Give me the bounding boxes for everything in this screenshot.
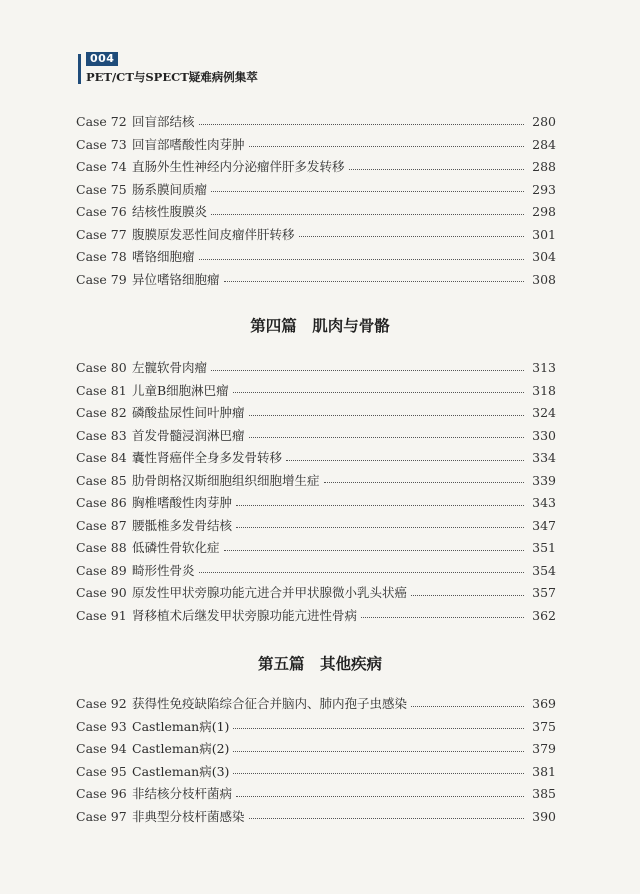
case-title: 胸椎嗜酸性肉芽肿 xyxy=(132,495,233,510)
page-reference: 357 xyxy=(532,585,556,600)
case-title: Castleman病(3) xyxy=(132,763,230,779)
case-title: 回盲部嗜酸性肉芽肿 xyxy=(132,136,245,152)
dot-leader xyxy=(224,281,524,282)
case-title: 结核性腹膜炎 xyxy=(132,204,208,219)
toc-entry[interactable] xyxy=(76,156,556,179)
part-heading-musculoskeletal: 第四篇 肌肉与骨骼 xyxy=(250,317,390,335)
toc-entry[interactable] xyxy=(76,738,556,761)
dot-leader xyxy=(233,728,524,729)
dot-leader xyxy=(411,595,524,596)
case-title: 低磷性骨软化症 xyxy=(132,540,220,555)
toc-entry[interactable] xyxy=(76,380,556,403)
toc-entry[interactable] xyxy=(76,179,556,202)
case-number: Case 75 xyxy=(76,181,127,197)
page-reference: 293 xyxy=(532,181,556,197)
case-number: Case 72 xyxy=(76,114,127,129)
entry-line xyxy=(132,492,556,515)
toc-entry[interactable] xyxy=(76,806,556,829)
entry-line xyxy=(132,357,556,380)
case-title: 肠系膜间质瘤 xyxy=(132,181,208,197)
case-title: Castleman病(1) xyxy=(132,718,230,734)
case-title: 直肠外生性神经内分泌瘤伴肝多发转移 xyxy=(132,159,345,174)
book-title: PET/CT与SPECT疑难病例集萃 xyxy=(86,70,258,84)
case-number: Case 83 xyxy=(76,427,127,443)
case-number: Case 95 xyxy=(76,763,127,779)
case-number: Case 90 xyxy=(76,585,127,600)
entry-line xyxy=(132,738,556,761)
case-title: 畸形性骨炎 xyxy=(132,562,195,578)
toc-entry[interactable] xyxy=(76,693,556,716)
page-reference: 379 xyxy=(532,741,556,756)
page-reference: 381 xyxy=(532,763,556,779)
case-title: 儿童B细胞淋巴瘤 xyxy=(132,382,229,398)
page-reference: 308 xyxy=(532,271,556,287)
running-header xyxy=(78,52,598,92)
case-number: Case 79 xyxy=(76,271,127,287)
case-number: Case 93 xyxy=(76,718,127,734)
toc-section-musculoskeletal xyxy=(76,357,556,627)
toc-entry[interactable] xyxy=(76,201,556,224)
dot-leader xyxy=(224,550,524,551)
case-title: 腹膜原发恶性间皮瘤伴肝转移 xyxy=(132,226,295,242)
dot-leader xyxy=(211,191,524,192)
case-title: 原发性甲状旁腺功能亢进合并甲状腺微小乳头状癌 xyxy=(132,585,408,600)
dot-leader xyxy=(299,236,524,237)
page-reference: 369 xyxy=(532,696,556,711)
case-title: 获得性免疫缺陷综合征合并脑内、肺内孢子虫感染 xyxy=(132,696,408,711)
page-reference: 318 xyxy=(532,382,556,398)
case-title: 左髋软骨肉瘤 xyxy=(132,360,208,375)
case-number: Case 77 xyxy=(76,226,127,242)
dot-leader xyxy=(199,124,524,125)
dot-leader xyxy=(199,259,524,260)
page-reference: 284 xyxy=(532,136,556,152)
toc-entry[interactable] xyxy=(76,269,556,292)
case-number: Case 76 xyxy=(76,204,127,219)
toc-entry[interactable] xyxy=(76,560,556,583)
page-reference: 298 xyxy=(532,204,556,219)
case-title: 非典型分枝杆菌感染 xyxy=(132,808,245,824)
entry-line xyxy=(132,470,556,493)
dot-leader xyxy=(233,751,524,752)
page-number-badge: 004 xyxy=(86,52,118,66)
toc-entry[interactable] xyxy=(76,537,556,560)
toc-entry[interactable] xyxy=(76,357,556,380)
entry-line xyxy=(132,380,556,403)
page-reference: 313 xyxy=(532,360,556,375)
toc-entry[interactable] xyxy=(76,761,556,784)
dot-leader xyxy=(233,773,524,774)
toc-entry[interactable] xyxy=(76,515,556,538)
case-title: 回盲部结核 xyxy=(132,114,195,129)
case-number: Case 88 xyxy=(76,540,127,555)
dot-leader xyxy=(249,415,524,416)
entry-line xyxy=(132,537,556,560)
page-reference: 390 xyxy=(532,808,556,824)
case-number: Case 78 xyxy=(76,249,127,264)
case-title: 嗜铬细胞瘤 xyxy=(132,249,195,264)
dot-leader xyxy=(411,706,524,707)
case-number: Case 92 xyxy=(76,696,127,711)
entry-line xyxy=(132,224,556,247)
dot-leader xyxy=(349,169,524,170)
entry-line xyxy=(132,693,556,716)
page-reference: 334 xyxy=(532,450,556,465)
entry-line xyxy=(132,515,556,538)
entry-line xyxy=(132,269,556,292)
entry-line xyxy=(132,560,556,583)
entry-line xyxy=(132,134,556,157)
toc-entry[interactable] xyxy=(76,716,556,739)
dot-leader xyxy=(236,796,524,797)
toc-entry[interactable] xyxy=(76,470,556,493)
entry-line xyxy=(132,402,556,425)
entry-line xyxy=(132,447,556,470)
entry-line xyxy=(132,605,556,628)
entry-line xyxy=(132,201,556,224)
page-reference: 280 xyxy=(532,114,556,129)
entry-line xyxy=(132,111,556,134)
toc-entry[interactable] xyxy=(76,447,556,470)
toc-entry[interactable] xyxy=(76,605,556,628)
dot-leader xyxy=(199,572,524,573)
case-number: Case 94 xyxy=(76,741,127,756)
entry-line xyxy=(132,179,556,202)
entry-line xyxy=(132,806,556,829)
dot-leader xyxy=(286,460,524,461)
entry-line xyxy=(132,716,556,739)
dot-leader xyxy=(233,392,524,393)
toc-section-continued xyxy=(76,111,556,291)
page-reference: 288 xyxy=(532,159,556,174)
page-reference: 347 xyxy=(532,517,556,533)
case-number: Case 80 xyxy=(76,360,127,375)
toc-entry[interactable] xyxy=(76,134,556,157)
toc-entry[interactable] xyxy=(76,425,556,448)
case-number: Case 87 xyxy=(76,517,127,533)
case-number: Case 97 xyxy=(76,808,127,824)
case-number: Case 85 xyxy=(76,472,127,488)
case-title: 首发骨髓浸润淋巴瘤 xyxy=(132,427,245,443)
dot-leader xyxy=(236,505,524,506)
toc-entry[interactable] xyxy=(76,246,556,269)
dot-leader xyxy=(361,617,524,618)
page-reference: 339 xyxy=(532,472,556,488)
case-number: Case 91 xyxy=(76,607,127,623)
toc-section-other-diseases xyxy=(76,693,556,828)
dot-leader xyxy=(249,146,524,147)
case-title: 囊性肾癌伴全身多发骨转移 xyxy=(132,450,283,465)
dot-leader xyxy=(211,214,524,215)
case-title: 腰骶椎多发骨结核 xyxy=(132,517,233,533)
case-number: Case 74 xyxy=(76,159,127,174)
header-accent-bar xyxy=(78,54,81,84)
entry-line xyxy=(132,582,556,605)
page-reference: 324 xyxy=(532,405,556,420)
part-heading-other-diseases: 第五篇 其他疾病 xyxy=(257,655,382,673)
page-reference: 354 xyxy=(532,562,556,578)
toc-entry[interactable] xyxy=(76,783,556,806)
page-reference: 375 xyxy=(532,718,556,734)
toc-entry[interactable] xyxy=(76,111,556,134)
toc-entry[interactable] xyxy=(76,492,556,515)
dot-leader xyxy=(236,527,524,528)
toc-entry[interactable] xyxy=(76,224,556,247)
entry-line xyxy=(132,246,556,269)
toc-entry[interactable] xyxy=(76,402,556,425)
page-reference: 304 xyxy=(532,249,556,264)
case-number: Case 82 xyxy=(76,405,127,420)
page-reference: 330 xyxy=(532,427,556,443)
case-title: 非结核分枝杆菌病 xyxy=(132,786,233,801)
case-number: Case 96 xyxy=(76,786,127,801)
case-number: Case 89 xyxy=(76,562,127,578)
page-reference: 362 xyxy=(532,607,556,623)
case-title: 异位嗜铬细胞瘤 xyxy=(132,271,220,287)
case-title: Castleman病(2) xyxy=(132,741,230,756)
dot-leader xyxy=(324,482,524,483)
case-number: Case 86 xyxy=(76,495,127,510)
dot-leader xyxy=(211,370,524,371)
page-reference: 343 xyxy=(532,495,556,510)
page-reference: 351 xyxy=(532,540,556,555)
dot-leader xyxy=(249,818,524,819)
case-number: Case 84 xyxy=(76,450,127,465)
case-title: 磷酸盐尿性间叶肿瘤 xyxy=(132,405,245,420)
entry-line xyxy=(132,783,556,806)
dot-leader xyxy=(249,437,524,438)
case-title: 肾移植术后继发甲状旁腺功能亢进性骨病 xyxy=(132,607,358,623)
case-title: 肋骨朗格汉斯细胞组织细胞增生症 xyxy=(132,472,320,488)
entry-line xyxy=(132,761,556,784)
entry-line xyxy=(132,425,556,448)
page-reference: 385 xyxy=(532,786,556,801)
page-reference: 301 xyxy=(532,226,556,242)
case-number: Case 81 xyxy=(76,382,127,398)
toc-entry[interactable] xyxy=(76,582,556,605)
entry-line xyxy=(132,156,556,179)
case-number: Case 73 xyxy=(76,136,127,152)
